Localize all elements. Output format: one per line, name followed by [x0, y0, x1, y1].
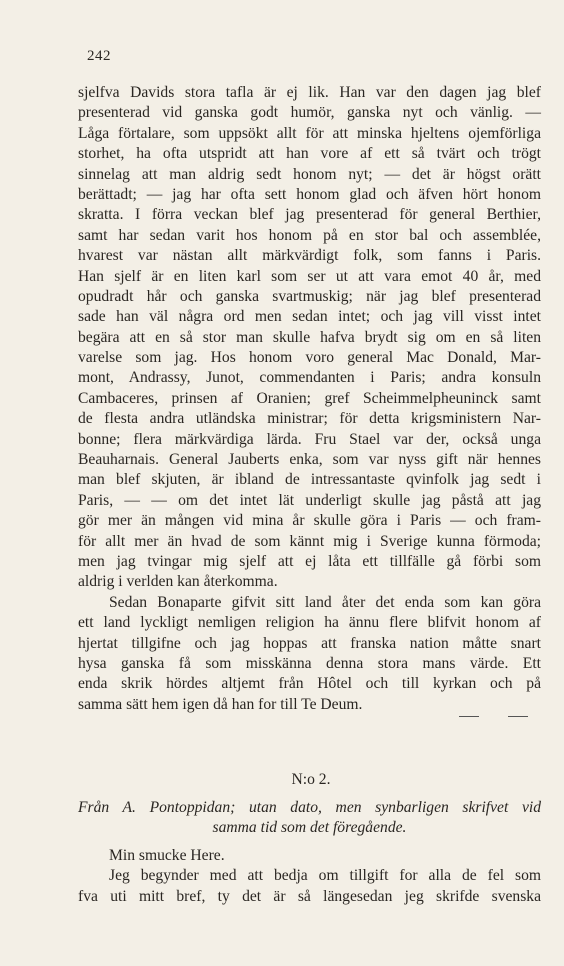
text-line: gör mer än mången vid mina år skulle göra i Paris — och fram-: [78, 512, 541, 530]
text-line: berättadt; — jag har ofta sett honom glad och äfven hört honom: [78, 185, 541, 203]
body-text: [78, 83, 541, 715]
text-line: hjertat tillgifne och jag hoppas att franska nation måtte snart: [78, 634, 541, 652]
text-line: de flesta andra utländska ministrar; för detta krigsministern Nar-: [78, 410, 541, 428]
text-line: mont, Andrassy, Junot, commendanten i Paris; andra konsuln: [78, 369, 541, 387]
separator-dash: [508, 716, 528, 717]
text-line: samma sätt hem igen då han for till Te Deum.: [78, 695, 363, 713]
text-line: bonne; flera märkvärdiga lärda. Fru Stael var der, också unga: [78, 430, 541, 448]
text-line: ett land lyckligt nemligen religion ha ännu flere blifvit honom af: [78, 614, 541, 632]
text-line: Låga förtalare, som uppsökt allt för att minska hjeltens ojemförliga: [78, 124, 541, 142]
text-line: fva uti mitt bref, ty det är så längesedan jeg skrifde svenska: [78, 887, 541, 905]
text-line: men jag tvingar mig sjelf att ej låta ett tillfälle gå förbi som: [78, 552, 541, 570]
text-line: Paris, — — om det intet lät underligt skulle jag påstå att jag: [78, 491, 541, 509]
letter-salutation: Min smucke Here.: [109, 847, 225, 864]
text-line: begära att en så stor man skulle hafva brydt sig om en så liten: [78, 328, 541, 346]
separator-dash: [459, 716, 479, 717]
text-line: Han sjelf är en liten karl som ser ut att vara emot 40 år, med: [78, 267, 541, 285]
text-line: hysa ganska få som misskänna denna stora mans värde. Ett: [78, 654, 541, 672]
paragraph-1: [78, 83, 541, 593]
text-line: samt har sedan varit hos honom på en stor bal och assemblée,: [78, 226, 541, 244]
text-line: Beauharnais. General Jauberts enka, som var nyss gift när hennes: [78, 451, 541, 469]
text-line: Cambaceres, prinsen af Oranien; gref Scheimmelpheuninck samt: [78, 389, 541, 407]
text-line: sinnelag att man aldrig sedt honom nyt; — det är högst orätt: [78, 165, 541, 183]
text-line: man blef skjuten, är ibland de intressantaste qvinfolk jag sedt i: [78, 471, 541, 489]
text-line: sade han väl några ord men sedan intet; och jag vill visst intet: [78, 308, 541, 326]
text-line: opudradt hår och ganska svartmuskig; när jag blef presenterad: [78, 287, 541, 305]
text-line: enda skrik hördes altjemt från Hôtel och till kyrkan och på: [78, 675, 541, 693]
text-line: varelse som jag. Hos honom voro general Mac Donald, Mar-: [78, 349, 541, 367]
letter-heading-line: samma tid som det föregående.: [212, 819, 407, 837]
paragraph-2: [78, 593, 541, 715]
text-line: Sedan Bonaparte gifvit sitt land åter det enda som kan göra: [109, 593, 541, 611]
text-line: för allt mer än hvad de som kännt mig i Sverige kunna förmoda;: [78, 532, 541, 550]
text-line: presenterad vid ganska godt humör, ganska nyt och vänlig. —: [78, 104, 541, 122]
letter-heading: [78, 798, 541, 839]
letter-body: [78, 846, 541, 907]
text-line: skratta. I förra veckan blef jag presenterad för general Berthier,: [78, 206, 541, 224]
text-line: sjelfva Davids stora tafla är ej lik. Han var den dagen jag blef: [78, 84, 541, 101]
text-line: storhet, ha ofta utspridt att han vore af ett så tvärt och trögt: [78, 145, 541, 163]
text-line: aldrig i verlden kan återkomma.: [78, 573, 278, 591]
letter-number: N:o 2.: [291, 771, 331, 788]
text-line: hvarest var nästan allt märkvärdigt folk, som fanns i Paris.: [78, 247, 541, 265]
text-line: Jeg begynder med att bedja om tillgift for alla de fel som: [109, 867, 541, 885]
letter-heading-line: Från A. Pontoppidan; utan dato, men synbarligen skrifvet vid: [78, 799, 541, 816]
page-number: 242: [87, 48, 111, 64]
